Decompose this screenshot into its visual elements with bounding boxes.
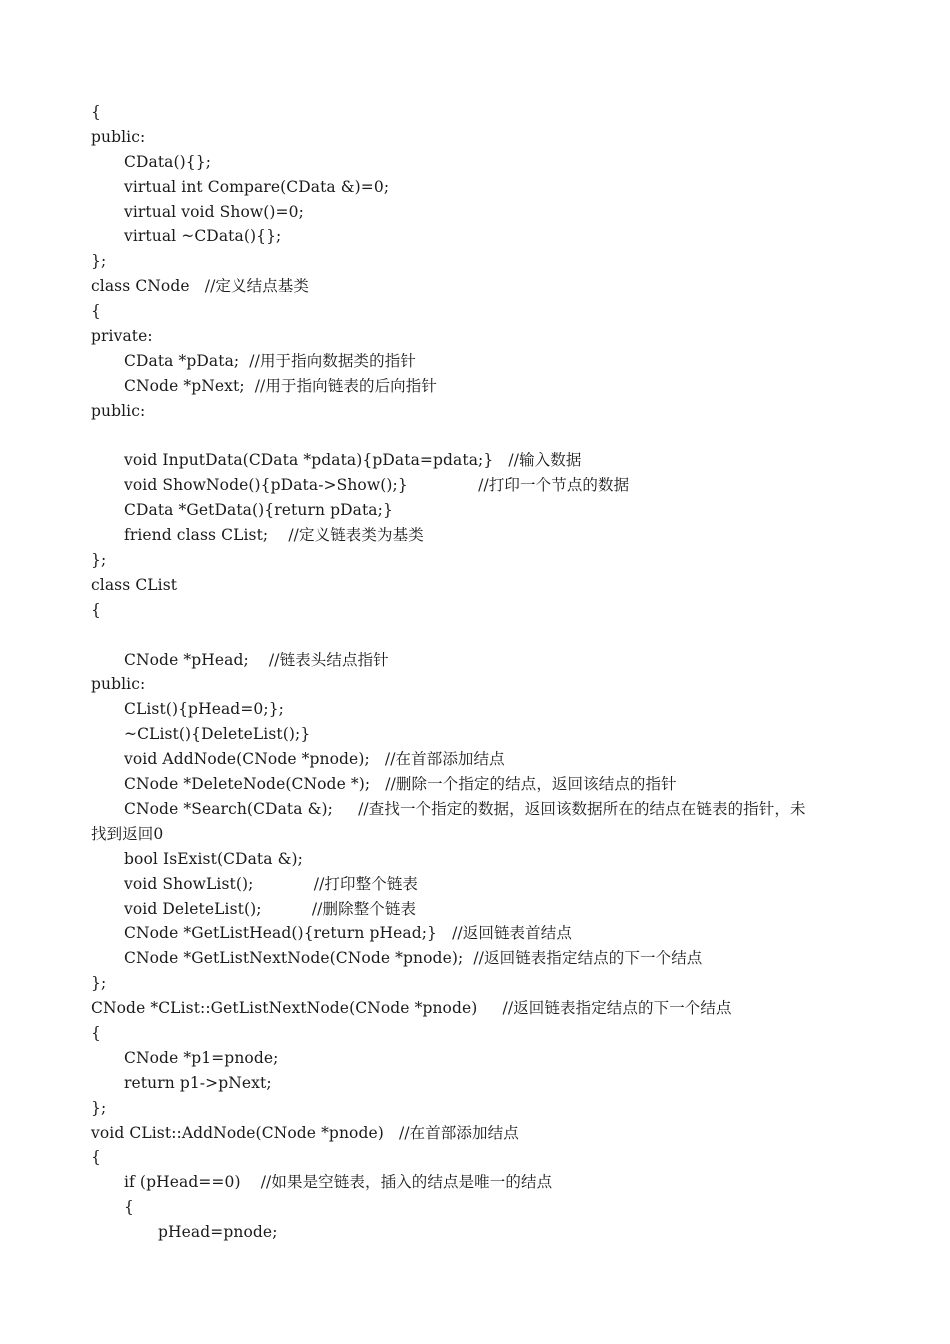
code-line: virtual void Show()=0; xyxy=(124,202,304,221)
code-line: { xyxy=(91,302,101,321)
code-line: void InputData(CData *pdata){pData=pdata;} //输入数据 xyxy=(124,451,582,470)
code-line: CNode *DeleteNode(CNode *); //删除一个指定的结点，返回该结点的指针 xyxy=(124,775,677,794)
code-line: CNode *GetListHead(){return pHead;} //返回链表首结点 xyxy=(124,924,572,943)
code-line: virtual int Compare(CData &)=0; xyxy=(124,177,390,196)
code-line: bool IsExist(CData &); xyxy=(124,849,303,868)
code-line: public: xyxy=(91,675,146,694)
code-listing xyxy=(91,100,891,1245)
code-line: virtual ~CData(){}; xyxy=(124,227,282,246)
code-line: CList(){pHead=0;}; xyxy=(124,700,284,719)
blank-line xyxy=(91,424,891,449)
code-line: void ShowList(); //打印整个链表 xyxy=(124,874,419,893)
code-line: { xyxy=(91,103,101,121)
blank-line xyxy=(91,623,891,648)
code-line: { xyxy=(91,600,101,619)
code-line: class CList xyxy=(91,575,178,594)
code-line: }; xyxy=(91,252,107,271)
code-line: CData *GetData(){return pData;} xyxy=(124,501,393,520)
code-line: { xyxy=(91,1023,101,1042)
code-line: public: xyxy=(91,401,146,420)
code-line: pHead=pnode; xyxy=(158,1223,278,1242)
code-line: }; xyxy=(91,1098,107,1117)
code-line: if (pHead==0) //如果是空链表，插入的结点是唯一的结点 xyxy=(124,1173,553,1192)
code-line: { xyxy=(124,1198,134,1217)
code-line: public: xyxy=(91,127,146,146)
code-line: }; xyxy=(91,551,107,570)
code-line: return p1->pNext; xyxy=(124,1073,272,1092)
code-line: CNode *pNext; //用于指向链表的后向指针 xyxy=(124,376,437,395)
code-line: void ShowNode(){pData->Show();} //打印一个节点的数据 xyxy=(124,476,630,495)
code-line: CNode *pHead; //链表头结点指针 xyxy=(124,650,389,669)
code-line: void AddNode(CNode *pnode); //在首部添加结点 xyxy=(124,750,505,769)
code-line: { xyxy=(91,1148,101,1167)
code-line: class CNode //定义结点基类 xyxy=(91,277,309,296)
code-line: CNode *Search(CData &); //查找一个指定的数据，返回该数据所在的结点在链表的指针，未 xyxy=(124,799,806,818)
code-line: CData(){}; xyxy=(124,152,212,171)
code-line: void CList::AddNode(CNode *pnode) //在首部添加结点 xyxy=(91,1123,519,1142)
code-line: void DeleteList(); //删除整个链表 xyxy=(124,899,417,918)
code-line: CNode *GetListNextNode(CNode *pnode); //返回链表指定结点的下一个结点 xyxy=(124,949,703,968)
code-line: CNode *p1=pnode; xyxy=(124,1048,279,1067)
code-line: CNode *CList::GetListNextNode(CNode *pnode) //返回链表指定结点的下一个结点 xyxy=(91,999,732,1018)
code-line: 找到返回0 xyxy=(91,824,164,843)
code-line: private: xyxy=(91,327,153,346)
code-line: ~CList(){DeleteList();} xyxy=(124,725,311,744)
code-line: }; xyxy=(91,974,107,993)
code-line: friend class CList; //定义链表类为基类 xyxy=(124,526,424,545)
code-line: CData *pData; //用于指向数据类的指针 xyxy=(124,351,416,370)
